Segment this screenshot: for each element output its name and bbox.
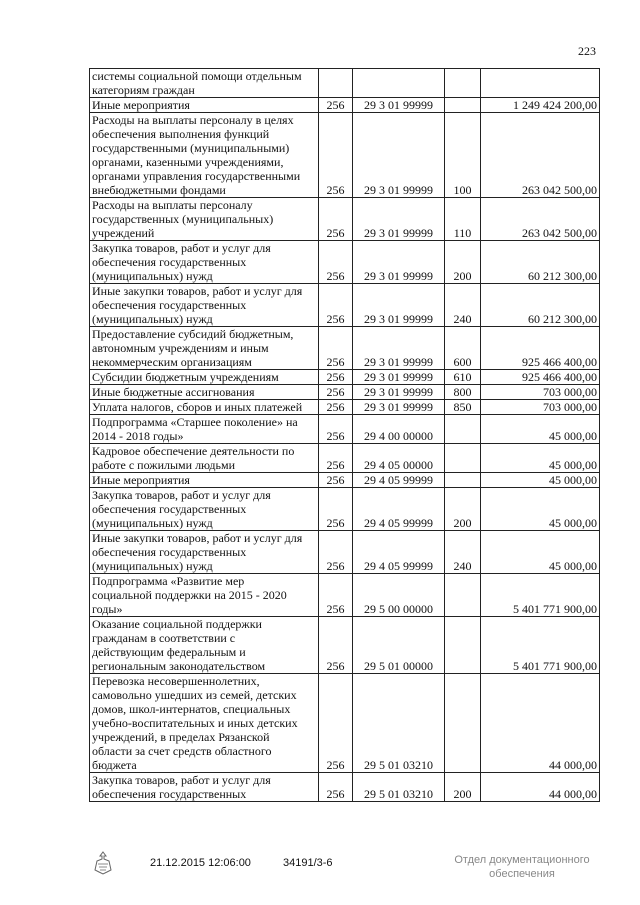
cell-csr: 29 5 01 03210 — [353, 674, 445, 773]
table-row — [90, 473, 600, 488]
cell-vr — [445, 415, 481, 444]
cell-sum: 44 000,00 — [481, 674, 600, 773]
cell-name: Подпрограмма «Развитие мер социальной поддержки на 2015 - 2020 годы» — [90, 574, 319, 617]
cell-code: 256 — [319, 488, 353, 531]
cell-csr: 29 3 01 99999 — [353, 370, 445, 385]
cell-csr: 29 4 05 99999 — [353, 531, 445, 574]
cell-sum: 703 000,00 — [481, 400, 600, 415]
cell-name: Закупка товаров, работ и услуг для обеспечения государственных — [90, 773, 319, 802]
cell-sum: 45 000,00 — [481, 531, 600, 574]
cell-vr — [445, 98, 481, 113]
table-row — [90, 444, 600, 473]
cell-csr: 29 4 05 00000 — [353, 444, 445, 473]
table-row — [90, 284, 600, 327]
table-row — [90, 617, 600, 674]
department-stamp — [452, 853, 592, 881]
cell-code: 256 — [319, 473, 353, 488]
cell-name: Оказание социальной поддержки гражданам в соответствии с действующим федеральным и региональным законодательством — [90, 617, 319, 674]
footer-doc-number: 34191/3-6 — [283, 857, 333, 869]
cell-vr: 850 — [445, 400, 481, 415]
cell-vr: 100 — [445, 113, 481, 198]
table-row — [90, 327, 600, 370]
coat-of-arms-icon — [92, 850, 114, 876]
table-row — [90, 531, 600, 574]
cell-vr: 800 — [445, 385, 481, 400]
cell-name: Уплата налогов, сборов и иных платежей — [90, 400, 319, 415]
cell-name: Закупка товаров, работ и услуг для обеспечения государственных (муниципальных) нужд — [90, 488, 319, 531]
table-row — [90, 415, 600, 444]
cell-vr: 200 — [445, 773, 481, 802]
cell-name: Субсидии бюджетным учреждениям — [90, 370, 319, 385]
table-row — [90, 198, 600, 241]
cell-csr: 29 4 05 99999 — [353, 473, 445, 488]
cell-name: Иные мероприятия — [90, 473, 319, 488]
cell-sum: 45 000,00 — [481, 415, 600, 444]
cell-vr — [445, 574, 481, 617]
cell-csr: 29 5 01 00000 — [353, 617, 445, 674]
table-row — [90, 98, 600, 113]
cell-code: 256 — [319, 98, 353, 113]
cell-vr: 610 — [445, 370, 481, 385]
cell-code: 256 — [319, 674, 353, 773]
cell-csr: 29 5 01 03210 — [353, 773, 445, 802]
cell-sum: 5 401 771 900,00 — [481, 617, 600, 674]
cell-code: 256 — [319, 415, 353, 444]
cell-code: 256 — [319, 574, 353, 617]
cell-code: 256 — [319, 327, 353, 370]
cell-csr: 29 3 01 99999 — [353, 385, 445, 400]
table-row — [90, 113, 600, 198]
cell-code: 256 — [319, 400, 353, 415]
table-row — [90, 674, 600, 773]
table-row — [90, 773, 600, 802]
cell-code: 256 — [319, 385, 353, 400]
table-row — [90, 69, 600, 98]
cell-csr: 29 3 01 99999 — [353, 198, 445, 241]
cell-vr: 110 — [445, 198, 481, 241]
cell-vr — [445, 69, 481, 98]
cell-code: 256 — [319, 241, 353, 284]
cell-sum: 44 000,00 — [481, 773, 600, 802]
cell-vr: 200 — [445, 488, 481, 531]
stamp-line-1: Отдел документационного — [454, 854, 590, 866]
table-row — [90, 488, 600, 531]
cell-sum: 45 000,00 — [481, 473, 600, 488]
cell-vr — [445, 444, 481, 473]
cell-sum — [481, 69, 600, 98]
cell-name: системы социальной помощи отдельным категориям граждан — [90, 69, 319, 98]
footer-date: 21.12.2015 12:06:00 — [150, 857, 251, 869]
cell-sum: 45 000,00 — [481, 488, 600, 531]
cell-name: Кадровое обеспечение деятельности по работе с пожилыми людьми — [90, 444, 319, 473]
cell-sum: 5 401 771 900,00 — [481, 574, 600, 617]
cell-code: 256 — [319, 370, 353, 385]
table-row — [90, 370, 600, 385]
table-row — [90, 574, 600, 617]
cell-csr: 29 4 00 00000 — [353, 415, 445, 444]
cell-vr: 240 — [445, 284, 481, 327]
cell-name: Иные закупки товаров, работ и услуг для обеспечения государственных (муниципальных) нужд — [90, 284, 319, 327]
cell-name: Расходы на выплаты персоналу государственных (муниципальных) учреждений — [90, 198, 319, 241]
cell-vr — [445, 674, 481, 773]
cell-csr: 29 3 01 99999 — [353, 284, 445, 327]
cell-code: 256 — [319, 773, 353, 802]
cell-csr: 29 3 01 99999 — [353, 327, 445, 370]
cell-csr: 29 4 05 99999 — [353, 488, 445, 531]
cell-sum: 925 466 400,00 — [481, 327, 600, 370]
cell-name: Иные бюджетные ассигнования — [90, 385, 319, 400]
table-row — [90, 241, 600, 284]
table-row — [90, 400, 600, 415]
cell-name: Перевозка несовершеннолетних, самовольно ушедших из семей, детских домов, школ-интернатов, специальных учебно-воспитательных и иных детских учреждений, в пределах Рязанской области за счет средств областного бюджета — [90, 674, 319, 773]
cell-code: 256 — [319, 198, 353, 241]
cell-sum: 263 042 500,00 — [481, 198, 600, 241]
cell-code: 256 — [319, 617, 353, 674]
cell-name: Расходы на выплаты персоналу в целях обеспечения выполнения функций государственными (муниципальными) органами, казенными учреждениями, органами управления государственными внебюджетными фондами — [90, 113, 319, 198]
cell-code: 256 — [319, 531, 353, 574]
cell-csr: 29 3 01 99999 — [353, 241, 445, 284]
cell-code: 256 — [319, 444, 353, 473]
cell-name: Закупка товаров, работ и услуг для обеспечения государственных (муниципальных) нужд — [90, 241, 319, 284]
budget-table — [89, 68, 600, 802]
cell-csr: 29 5 00 00000 — [353, 574, 445, 617]
cell-sum: 60 212 300,00 — [481, 241, 600, 284]
cell-vr: 200 — [445, 241, 481, 284]
cell-code: 256 — [319, 284, 353, 327]
page-number: 223 — [578, 44, 596, 58]
cell-code — [319, 69, 353, 98]
cell-csr — [353, 69, 445, 98]
stamp-line-2: обеспечения — [489, 868, 555, 880]
cell-sum: 925 466 400,00 — [481, 370, 600, 385]
cell-sum: 703 000,00 — [481, 385, 600, 400]
cell-sum: 60 212 300,00 — [481, 284, 600, 327]
cell-name: Подпрограмма «Старшее поколение» на 2014 - 2018 годы» — [90, 415, 319, 444]
cell-sum: 263 042 500,00 — [481, 113, 600, 198]
cell-vr — [445, 473, 481, 488]
cell-name: Иные закупки товаров, работ и услуг для обеспечения государственных (муниципальных) нужд — [90, 531, 319, 574]
cell-csr: 29 3 01 99999 — [353, 400, 445, 415]
cell-name: Предоставление субсидий бюджетным, автономным учреждениям и иным некоммерческим организациям — [90, 327, 319, 370]
cell-sum: 1 249 424 200,00 — [481, 98, 600, 113]
cell-vr: 240 — [445, 531, 481, 574]
cell-sum: 45 000,00 — [481, 444, 600, 473]
cell-vr — [445, 617, 481, 674]
cell-csr: 29 3 01 99999 — [353, 113, 445, 198]
table-row — [90, 385, 600, 400]
cell-csr: 29 3 01 99999 — [353, 98, 445, 113]
cell-name: Иные мероприятия — [90, 98, 319, 113]
cell-code: 256 — [319, 113, 353, 198]
cell-vr: 600 — [445, 327, 481, 370]
